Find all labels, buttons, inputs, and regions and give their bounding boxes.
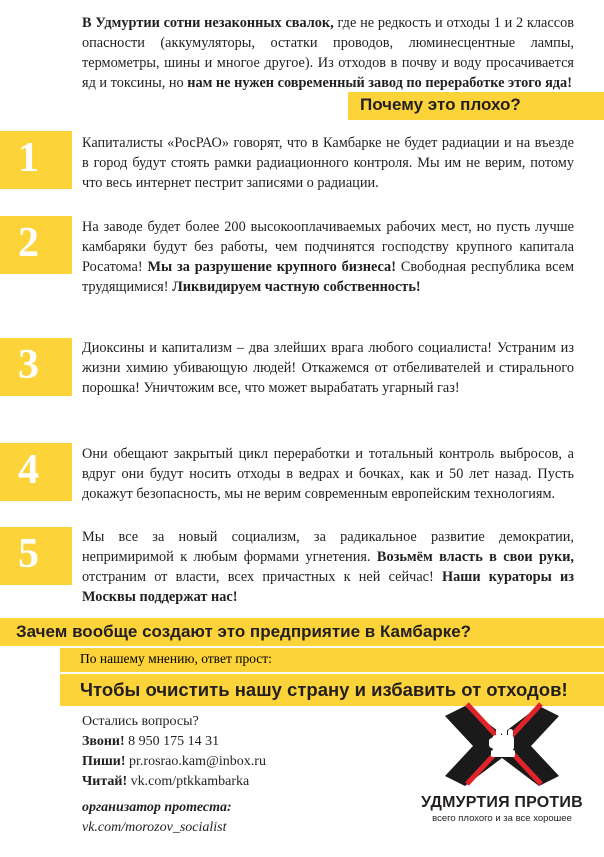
item-2-text: [82, 218, 574, 297]
organizer-block: [82, 798, 382, 837]
intro-paragraph: [82, 14, 574, 93]
item-2-part-2: Мы за разрушение крупного бизнеса!: [147, 258, 396, 275]
banner-opinion-answer: Чтобы очистить нашу страну и избавить от отходов!: [60, 674, 604, 706]
item-paragraph-5: [82, 528, 574, 607]
intro-bold-2: нам не нужен современный завод по переработке этого яда!: [187, 74, 572, 91]
contacts-call-value: 8 950 175 14 31: [124, 733, 220, 749]
intro-bold-1: В Удмуртии сотни незаконных свалок,: [82, 15, 334, 31]
item-number-2: 2: [0, 216, 72, 274]
item-1-part-1: Капиталисты «РосРАО» говорят, что в Камбарке не будет радиации и на въезде в город будут стоять рамки радиационного контроля. Мы им не верим, потому что весь интернет пестрит записями о радиации.: [82, 135, 574, 191]
item-1-text: [82, 134, 574, 194]
logo-subtitle: всего плохого и за все хорошее: [432, 813, 572, 824]
item-5-part-3: отстраним от власти, всех причастных к ней сейчас!: [82, 568, 442, 585]
item-5-text: [82, 528, 574, 607]
item-paragraph-3: [82, 339, 574, 399]
intro-normal-1: где не редкость и отходы 1 и 2 классов опасности (аккумуляторы, остатки проводов, люминесцентные лампы, термометры, шины и многое другое). Из отходов в почву и воду просачивается яд и токсины, но: [82, 15, 574, 91]
banner-why-created: Зачем вообще создают это предприятие в Камбарке?: [0, 618, 604, 646]
fist-in-x-icon: [437, 700, 567, 792]
item-4-part-1: Они обещают закрытый цикл переработки и тотальный контроль выбросов, а вдруг они будут носить отходы в ведрах и бочках, как и 50 лет назад. Пусть докажут безопасность, мы не верим современным европейским технологиям.: [82, 446, 574, 502]
item-number-3: 3: [0, 338, 72, 396]
item-number-5: 5: [0, 527, 72, 585]
item-3-part-1: Диоксины и капитализм – два злейших врага любого социалиста! Устраним из жизни химию убивающую людей! Откажемся от отбеливателей и стирального порошка! Уничтожим все, что может вырабатать угарный газ!: [82, 340, 574, 396]
item-5-part-4: Наши кураторы из Москвы поддержат нас!: [82, 568, 574, 605]
item-2-part-1: На заводе будет более 200 высокооплачиваемых рабочих мест, но пусть лучше камбаряки будут без работы, чем подчинятся господству крупного капитала Росатома!: [82, 219, 574, 275]
item-4-text: [82, 445, 574, 505]
logo-title: УДМУРТИЯ ПРОТИВ: [421, 794, 583, 811]
contacts-write-label: Пиши!: [82, 753, 126, 769]
contacts-write-value[interactable]: pr.rosrao.kam@inbox.ru: [125, 753, 266, 769]
item-paragraph-1: [82, 134, 574, 194]
contacts-email-line: [82, 752, 412, 772]
intro-text: [82, 14, 574, 93]
organizer-label: организатор протеста:: [82, 800, 232, 815]
contacts-read-value[interactable]: vk.com/ptkkambarka: [127, 773, 250, 789]
logo-block: [404, 700, 600, 824]
item-2-part-3: Свободная республика всем трудящимися!: [82, 258, 574, 295]
item-paragraph-2: [82, 218, 574, 297]
item-5-part-2: Возьмём власть в свои руки,: [376, 548, 575, 565]
item-paragraph-4: [82, 445, 574, 505]
banner-why-bad: Почему это плохо?: [348, 92, 604, 120]
item-number-1: 1: [0, 131, 72, 189]
item-2-part-4: Ликвидируем частную собственность!: [172, 278, 421, 295]
item-number-4: 4: [0, 443, 72, 501]
item-3-text: [82, 339, 574, 399]
contacts-block: [82, 712, 412, 792]
contacts-phone-line: [82, 732, 412, 752]
organizer-link[interactable]: vk.com/morozov_socialist: [82, 819, 227, 835]
item-5-part-1: Мы все за новый социализм, за радикальное развитие демократии, непримиримой к любым формами угнетения.: [82, 529, 574, 565]
contacts-questions: Остались вопросы?: [82, 714, 199, 729]
contacts-vk-line: [82, 772, 412, 792]
contacts-call-label: Звони!: [82, 733, 125, 749]
contacts-read-label: Читай!: [82, 773, 128, 789]
banner-opinion-lead: По нашему мнению, ответ прост:: [60, 648, 604, 672]
